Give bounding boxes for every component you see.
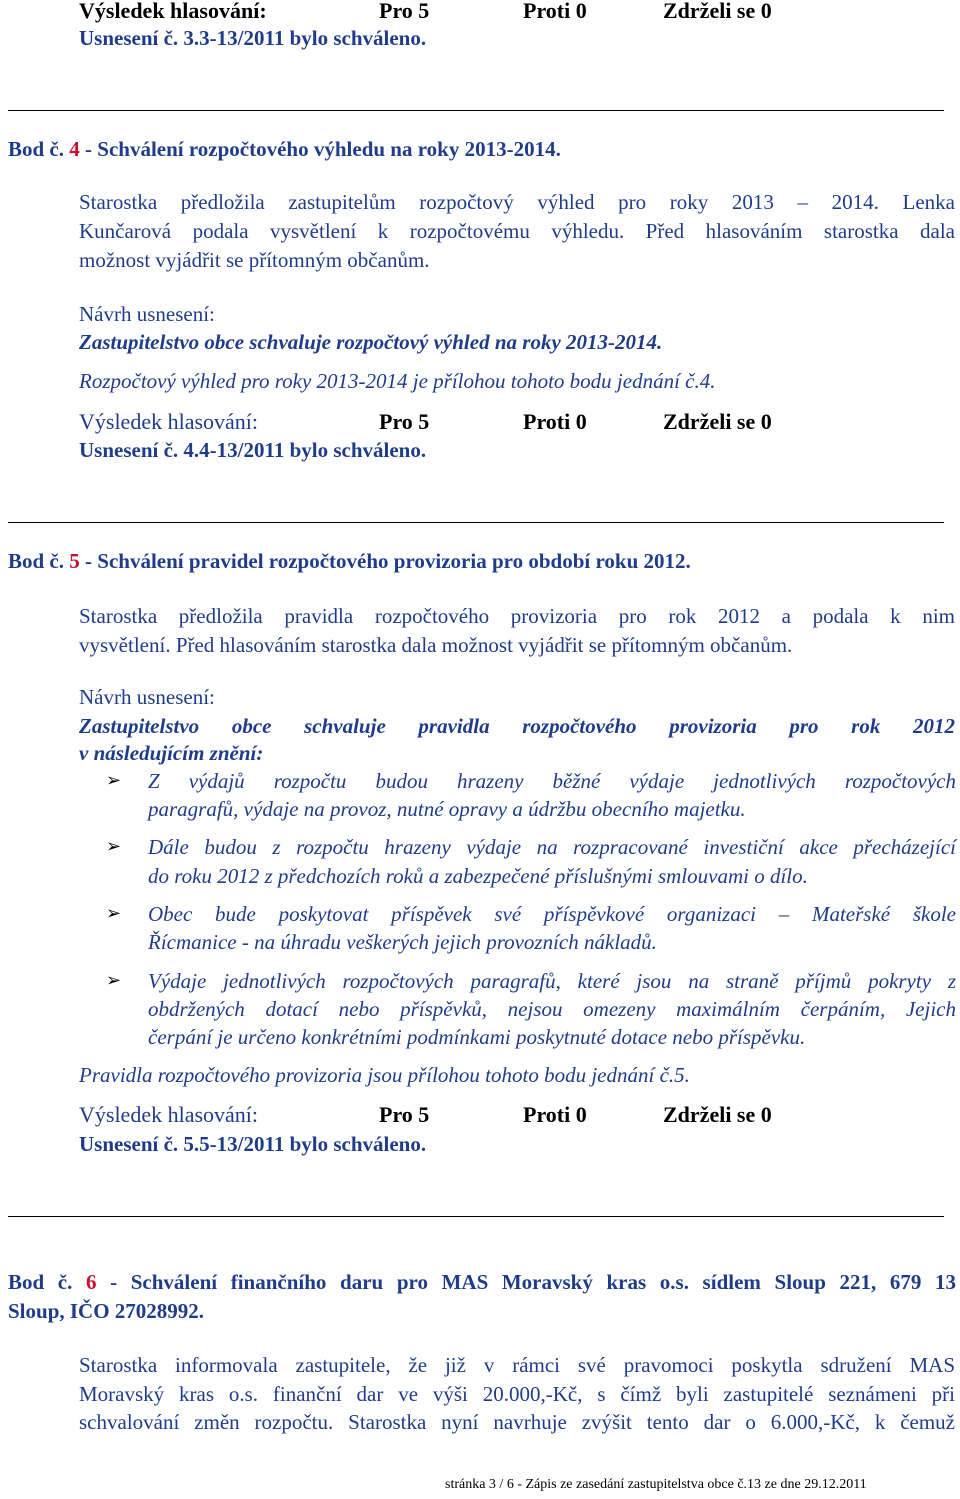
heading-number: 4 bbox=[69, 137, 80, 161]
heading-title: - Schválení finančního daru pro MAS Moravský kras o.s. sídlem Sloup 221, 679 13 bbox=[96, 1270, 956, 1294]
bullet-line: obdržených dotací nebo příspěvků, nejsou omezeny maximálním čerpáním, Jejich bbox=[148, 997, 956, 1021]
arrow-bullet-icon: ➢ bbox=[106, 770, 122, 790]
page-footer: stránka 3 / 6 - Zápis ze zasedání zastupitelstva obce č.13 ze dne 29.12.2011 bbox=[445, 1477, 867, 1492]
resolution-approved: Usnesení č. 4.4-13/2011 bylo schváleno. bbox=[79, 438, 427, 462]
vote-zdrzeli: Zdrželi se 0 bbox=[663, 409, 772, 434]
paragraph-line: Starostka předložila zastupitelům rozpočtový výhled pro roky 2013 – 2014. Lenka bbox=[79, 190, 955, 214]
arrow-bullet-icon: ➢ bbox=[106, 836, 122, 856]
vote-zdrzeli: Zdrželi se 0 bbox=[663, 0, 772, 23]
heading-title: - Schválení rozpočtového výhledu na roky 2013-2014. bbox=[79, 137, 561, 161]
attachment-note: Rozpočtový výhled pro roky 2013-2014 je přílohou tohoto bodu jednání č.4. bbox=[79, 369, 716, 393]
bullet-line: Řícmanice - na úhradu veškerých jejich provozních nákladů. bbox=[148, 930, 657, 954]
vote-pro: Pro 5 bbox=[379, 0, 430, 23]
section-divider bbox=[8, 522, 944, 523]
section-heading-continued: Sloup, IČO 27028992. bbox=[8, 1299, 205, 1323]
paragraph-line: Starostka předložila pravidla rozpočtového provizoria pro rok 2012 a podala k nim bbox=[79, 604, 955, 628]
section-heading bbox=[8, 549, 691, 574]
proposal-text: v následujícím znění: bbox=[79, 741, 264, 765]
heading-title: - Schválení pravidel rozpočtového provizoria pro období roku 2012. bbox=[79, 549, 691, 573]
bullet-line: do roku 2012 z předchozích roků a zabezpečené příslušnými smlouvami o dílo. bbox=[148, 864, 808, 888]
heading-number: 5 bbox=[69, 549, 80, 573]
vote-pro: Pro 5 bbox=[379, 1102, 430, 1127]
paragraph-line: schvalování změn rozpočtu. Starostka nyní navrhuje zvýšit tento dar o 6.000,-Kč, k čemuž bbox=[79, 1410, 955, 1434]
bullet-line: Z výdajů rozpočtu budou hrazeny běžné výdaje jednotlivých rozpočtových bbox=[148, 769, 956, 793]
vote-label: Výsledek hlasování: bbox=[79, 0, 267, 23]
heading-prefix: Bod č. bbox=[8, 549, 65, 573]
bullet-line: paragrafů, výdaje na provoz, nutné opravy a údržbu obecního majetku. bbox=[148, 797, 746, 821]
bullet-line: Obec bude poskytovat příspěvek své příspěvkové organizaci – Mateřské škole bbox=[148, 902, 956, 926]
heading-prefix: Bod č. bbox=[8, 137, 65, 161]
vote-zdrzeli: Zdrželi se 0 bbox=[663, 1102, 772, 1127]
arrow-bullet-icon: ➢ bbox=[106, 970, 122, 990]
proposal-label: Návrh usnesení: bbox=[79, 685, 215, 709]
paragraph-line: Kunčarová podala vysvětlení k rozpočtovému výhledu. Před hlasováním starostka dala bbox=[79, 219, 955, 243]
paragraph-line: možnost vyjádřit se přítomným občanům. bbox=[79, 248, 430, 272]
arrow-bullet-icon: ➢ bbox=[106, 903, 122, 923]
vote-pro: Pro 5 bbox=[379, 409, 430, 434]
bullet-line: čerpání je určeno konkrétními podmínkami poskytnuté dotace nebo příspěvku. bbox=[148, 1025, 806, 1049]
section-heading bbox=[8, 1270, 956, 1295]
proposal-text: Zastupitelstvo obce schvaluje pravidla rozpočtového provizoria pro rok 2012 bbox=[79, 714, 955, 738]
section-divider bbox=[8, 110, 944, 111]
vote-label: Výsledek hlasování: bbox=[79, 1102, 259, 1127]
bullet-line: Dále budou z rozpočtu hrazeny výdaje na rozpracované investiční akce přecházející bbox=[148, 835, 956, 859]
section-divider bbox=[8, 1216, 944, 1217]
resolution-approved: Usnesení č. 5.5-13/2011 bylo schváleno. bbox=[79, 1132, 427, 1156]
paragraph-line: Moravský kras o.s. finanční dar ve výši 20.000,-Kč, s čímž byli zastupitelé seznámeni při bbox=[79, 1382, 955, 1406]
resolution-approved: Usnesení č. 3.3-13/2011 bylo schváleno. bbox=[79, 26, 427, 50]
vote-proti: Proti 0 bbox=[523, 1102, 587, 1127]
proposal-text: Zastupitelstvo obce schvaluje rozpočtový výhled na roky 2013-2014. bbox=[79, 330, 663, 354]
bullet-line: Výdaje jednotlivých rozpočtových paragrafů, které jsou na straně příjmů pokryty z bbox=[148, 969, 956, 993]
vote-proti: Proti 0 bbox=[523, 0, 587, 23]
paragraph-line: Starostka informovala zastupitele, že již v rámci své pravomoci poskytla sdružení MAS bbox=[79, 1353, 955, 1377]
paragraph-line: vysvětlení. Před hlasováním starostka dala možnost vyjádřit se přítomným občanům. bbox=[79, 633, 793, 657]
vote-label: Výsledek hlasování: bbox=[79, 409, 259, 434]
attachment-note: Pravidla rozpočtového provizoria jsou přílohou tohoto bodu jednání č.5. bbox=[79, 1063, 690, 1087]
section-heading bbox=[8, 137, 561, 162]
vote-proti: Proti 0 bbox=[523, 409, 587, 434]
heading-number: 6 bbox=[86, 1270, 97, 1294]
proposal-label: Návrh usnesení: bbox=[79, 302, 215, 326]
heading-prefix: Bod č. bbox=[8, 1270, 73, 1294]
